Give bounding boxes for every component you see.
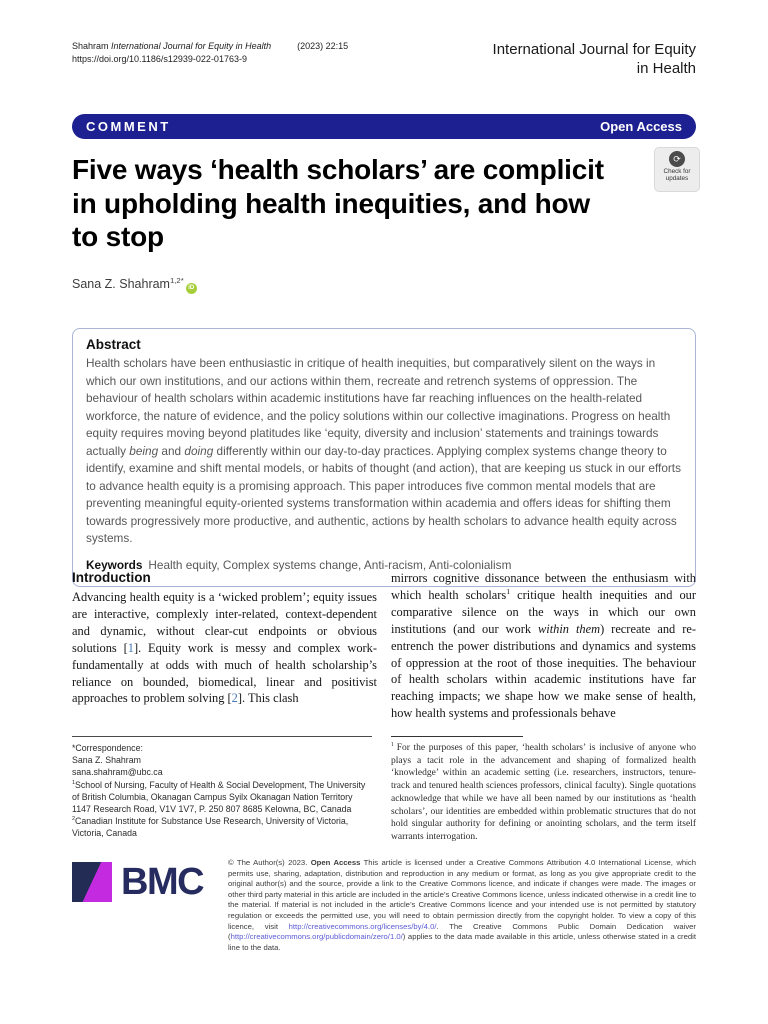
title-line-2: in upholding health inequities, and how (72, 187, 590, 219)
correspondence-line-2 (72, 754, 372, 766)
open-access-label: Open Access (600, 119, 682, 134)
text-segment: 1 (391, 741, 397, 748)
ref-1[interactable]: 1 (127, 640, 134, 655)
correspondence-footnote (72, 736, 372, 840)
footnote-1-text (391, 742, 696, 844)
text-segment: Sana Z. Shahram (72, 755, 141, 766)
text-segment: Canadian Institute for Substance Use Research, University of Victoria, Victoria, Canada (72, 816, 349, 839)
introduction-paragraph-left (72, 589, 377, 707)
check-updates-caption: Check for updates (663, 168, 691, 183)
article-type-label: COMMENT (86, 119, 171, 134)
bmc-logo-icon (72, 862, 112, 902)
text-segment: ]. This clash (237, 691, 299, 706)
text-segment: 2 (72, 816, 76, 823)
affiliation-1 (72, 779, 372, 816)
text-segment: and (158, 443, 185, 458)
introduction-paragraph-right (391, 570, 696, 722)
text-segment: 1 (72, 779, 76, 786)
journal-name-line1: International Journal for Equity (492, 41, 696, 58)
text-segment: Advancing health equity is a ‘wicked problem’; equity issues are interactive, complexly inter-related, context-dependent and dynamic, without clear-cut endpoints or obvious solutions [ (72, 590, 377, 655)
text-segment: 1,2* (169, 275, 184, 285)
title-line-1: Five ways ‘health scholars’ are complicit (72, 154, 604, 185)
text-segment: . The Creative Commons Public Domain Dedication waiver ( (228, 921, 696, 942)
author-line (72, 277, 197, 294)
text-segment: Open Access (310, 858, 361, 867)
crossmark-icon: ⟳ (669, 151, 685, 167)
text-segment: International Journal for Equity in Health (111, 41, 272, 51)
abstract-body (86, 355, 682, 548)
text-segment: *Correspondence: (72, 743, 143, 753)
text-segment: within them (538, 621, 601, 636)
text-segment: ]. Equity work is messy and complex work- fundamentally at odds with much of health scholarship’s reliance on bounded, biomedical, linear and positivist approaches to problem solving [ (72, 640, 377, 706)
introduction-heading: Introduction (72, 570, 151, 585)
journal-name-line2: in Health (636, 60, 696, 77)
correspondence-line-3 (72, 766, 372, 778)
text-segment: ) recreate and re-entrench the power distributions and dynamics and systems of oppression at the root of those inequities. The behaviour of health scholars within academic institutions have far reaching impacts; we shape how we make sense of health, how health systems and professionals behave (391, 621, 696, 721)
article-title (72, 153, 647, 254)
bmc-logo (72, 858, 228, 953)
correspondence-line-1 (72, 742, 372, 754)
cc-by-link[interactable]: http://creativecommons.org/licenses/by/4.0/ (288, 921, 437, 931)
ref-2[interactable]: 2 (231, 691, 238, 706)
text-segment: 1 (506, 586, 511, 596)
doi-link[interactable]: https://doi.org/10.1186/s12939-022-01763-9 (72, 54, 247, 64)
keywords-text: Health equity, Complex systems change, Anti-racism, Anti-colonialism (148, 557, 512, 572)
copyright-notice (228, 858, 696, 953)
journal-masthead (493, 40, 696, 78)
body-columns (72, 570, 696, 722)
email-link[interactable]: sana.shahram@ubc.ca (72, 767, 163, 778)
footnote-rule-left (72, 736, 372, 737)
abstract-heading: Abstract (86, 337, 141, 352)
footnote-rule-right (391, 736, 523, 737)
citation-block (72, 40, 348, 78)
text-segment: ) applies to the data made available in this article, unless otherwise stated in a credit line to the data. (228, 932, 696, 952)
text-segment: This article is licensed under a Creative Commons Attribution 4.0 International License, which permits use, sharing, adaptation, distribution and reproduction in any medium or format, as long as you give appropriate credit to the original author(s) and the source, provide a link to the Creative Commons licence, and indicate if changes were made. The images or other third party material in this article are included in the article’s Creative Commons licence, unless indicated otherwise in a credit line to the material. If material is not included in the article’s Creative Commons licence and your intended use is not permitted by statutory regulation or exceeds the permitted use, you will need to obtain permission directly from the copyright holder. To view a copy of this licence, visit (228, 858, 696, 931)
article-type-banner (72, 114, 696, 139)
text-segment: Shahram (72, 41, 112, 51)
cc-zero-link[interactable]: http://creativecommons.org/publicdomain/zero/1.0/ (230, 932, 403, 942)
abstract-box (72, 328, 696, 587)
text-segment: mirrors cognitive dissonance between the enthusiasm with which health scholars (391, 571, 696, 602)
title-line-3: to stop (72, 221, 164, 252)
left-column (72, 570, 377, 722)
author-name (72, 277, 184, 291)
footnote-1 (391, 736, 696, 844)
text-segment: © The Author(s) 2023. (228, 858, 311, 867)
citation-line (72, 40, 348, 53)
affiliation-2 (72, 815, 372, 839)
citation-issue: (2023) 22:15 (297, 41, 349, 51)
text-segment: For the purposes of this paper, ‘health scholars’ is inclusive of anyone who plays a tacit role in the advancement and shaping of formalized health ‘knowledge’ within an academic setting (i.e. researchers, instructors, tenure-track and tenured health sciences professors, clinical faculty). Single quotations acknowledge that while we have all been named by our institutions as ‘health scholars’, our identities are embedded within problematic structures that do not hold singular authority for defining or anointing scholars, and the term itself warrants interrogation. (391, 743, 697, 842)
keywords-label: Keywords (86, 557, 143, 572)
check-for-updates-button[interactable] (654, 147, 700, 192)
text-segment: critique health inequities and our comparative silence on the ways in which our own institutions (and our work (391, 587, 696, 636)
text-segment: Sana Z. Shahram (72, 277, 170, 291)
text-segment: doing (184, 443, 214, 458)
right-column (391, 570, 696, 722)
orcid-icon[interactable]: iD (186, 283, 197, 294)
text-segment: School of Nursing, Faculty of Health & Social Development, The University of British Columbia, Okanagan Campus Syilx Okanagan Nation Territory 1147 Research Road, V1V 1V7, P. 250 807 8685 Kelowna, BC, Canada (72, 779, 366, 815)
text-segment: being (129, 443, 159, 458)
text-segment: differently within our day-to-day practices. Applying complex systems change theory to identify, examine and shift mental models, or habits of thought (and action), that are keeping us stuck in our efforts to advance health equity is a promising approach. This paper introduces five common mental models that are preventing meaningful equity-oriented systems transformation within academia and offers ideas for shifting them towards progressively more productive, and authentic, actions by health scholars to advance health equity across systems. (86, 443, 681, 545)
page-header (72, 40, 696, 78)
text-segment: Health scholars have been enthusiastic in critique of health inequities, but comparatively silent on the ways in which our own institutions, and our actions within them, recreate and retrench systems of oppression. The behaviour of health scholars within academic institutions have far reaching influences on the health-related workforce, the nature of evidence, and the policy solutions within our collective imaginations. Progress on health equity requires moving beyond platitudes like ‘equity, diversity and inclusion’ statements and trainings towards actually (86, 356, 671, 458)
bmc-logo-text: BMC (121, 861, 204, 903)
publisher-footer (72, 858, 696, 953)
